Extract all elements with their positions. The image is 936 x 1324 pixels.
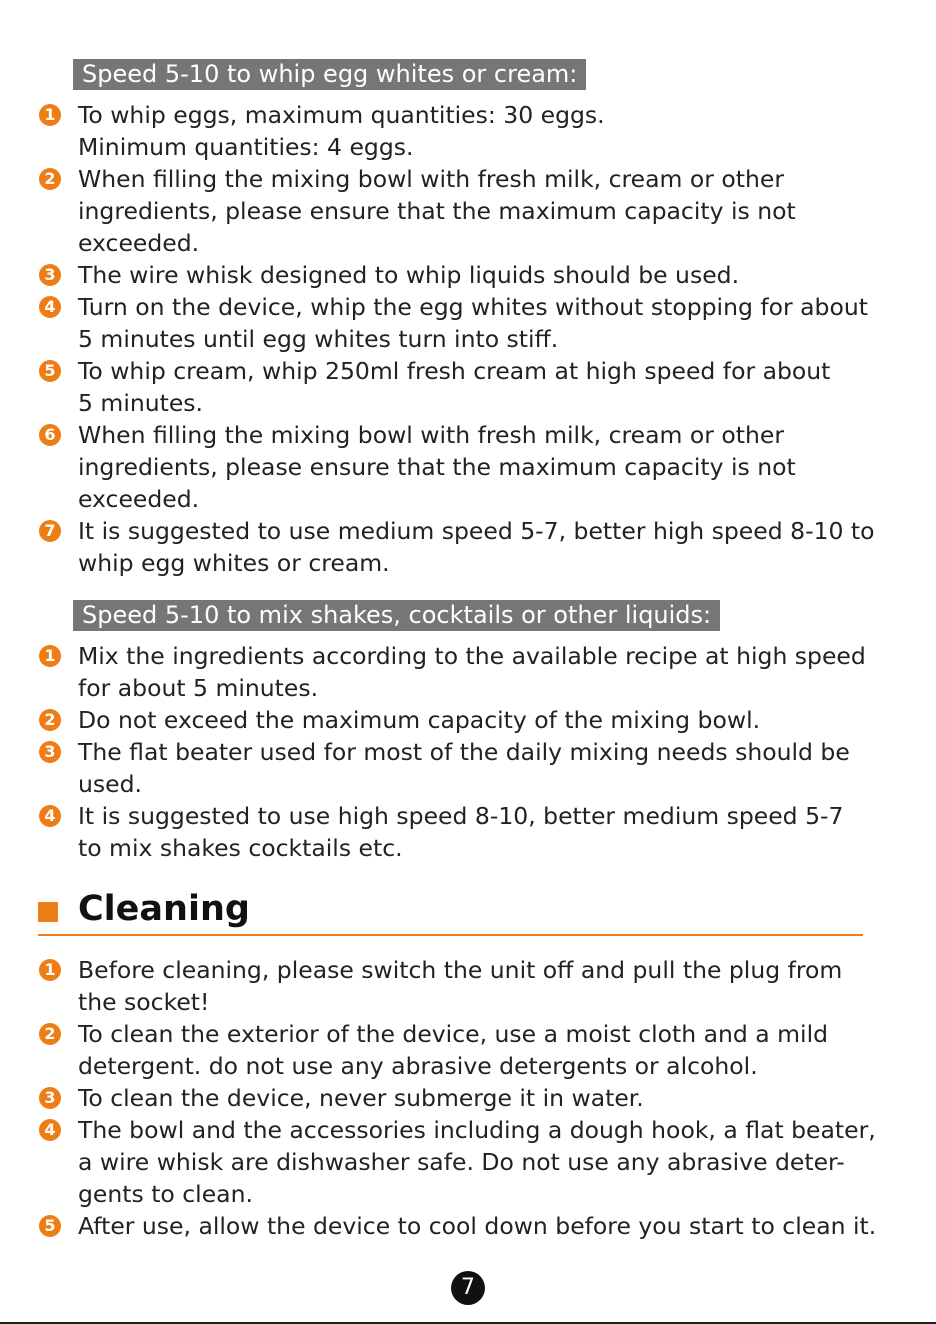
number-badge-icon: 1	[39, 104, 61, 126]
number-badge-icon: 6	[39, 424, 61, 446]
list-item-text: The bowl and the accessories including a dough hook, a flat beater, a wire whisk are dishwasher safe. Do not use any abrasive deter- gents to clean.	[78, 1116, 876, 1208]
list-item-text: To clean the device, never submerge it in water.	[78, 1084, 644, 1112]
square-bullet-icon	[38, 902, 58, 922]
cleaning-section-title	[38, 884, 863, 936]
list-item	[36, 419, 896, 515]
list-item-text: When filling the mixing bowl with fresh milk, cream or other ingredients, please ensure that the maximum capacity is not exceeded.	[78, 165, 796, 257]
page-number: 7	[451, 1271, 485, 1305]
number-badge-icon: 7	[39, 520, 61, 542]
number-badge-icon: 4	[39, 296, 61, 318]
number-badge-icon: 3	[39, 1087, 61, 1109]
list-item	[36, 163, 896, 259]
list-item	[36, 515, 896, 579]
number-badge-icon: 5	[39, 360, 61, 382]
page-title: Cleaning	[78, 889, 250, 929]
list-item-text: It is suggested to use high speed 8-10, better medium speed 5-7 to mix shakes cocktails etc.	[78, 802, 844, 862]
list-item	[36, 1082, 896, 1114]
list-item-text: It is suggested to use medium speed 5-7, better high speed 8-10 to whip egg whites or cream.	[78, 517, 875, 577]
list-item-text: Before cleaning, please switch the unit off and pull the plug from the socket!	[78, 956, 843, 1016]
list-item	[36, 99, 896, 163]
list-item-text: To whip eggs, maximum quantities: 30 eggs. Minimum quantities: 4 eggs.	[78, 101, 605, 161]
cleaning-list	[36, 954, 896, 1242]
number-badge-icon: 4	[39, 805, 61, 827]
list-item-text: To whip cream, whip 250ml fresh cream at high speed for about 5 minutes.	[78, 357, 831, 417]
list-item	[36, 954, 896, 1018]
list-item-text: Do not exceed the maximum capacity of the mixing bowl.	[78, 706, 761, 734]
list-item-text: The flat beater used for most of the daily mixing needs should be used.	[78, 738, 850, 798]
list-item-text: When filling the mixing bowl with fresh milk, cream or other ingredients, please ensure that the maximum capacity is not exceeded.	[78, 421, 796, 513]
list-item	[36, 1210, 896, 1242]
section2-heading: Speed 5-10 to mix shakes, cocktails or other liquids:	[73, 600, 720, 631]
number-badge-icon: 4	[39, 1119, 61, 1141]
section2-list	[36, 640, 896, 864]
list-item	[36, 704, 896, 736]
section1-list	[36, 99, 896, 579]
list-item	[36, 800, 896, 864]
list-item	[36, 736, 896, 800]
number-badge-icon: 2	[39, 709, 61, 731]
list-item	[36, 355, 896, 419]
list-item-text: Mix the ingredients according to the available recipe at high speed for about 5 minutes.	[78, 642, 866, 702]
list-item	[36, 1114, 896, 1210]
list-item	[36, 291, 896, 355]
number-badge-icon: 5	[39, 1215, 61, 1237]
number-badge-icon: 3	[39, 741, 61, 763]
section1-heading: Speed 5-10 to whip egg whites or cream:	[73, 59, 586, 90]
list-item	[36, 259, 896, 291]
number-badge-icon: 2	[39, 168, 61, 190]
number-badge-icon: 3	[39, 264, 61, 286]
number-badge-icon: 2	[39, 1023, 61, 1045]
list-item-text: After use, allow the device to cool down before you start to clean it.	[78, 1212, 877, 1240]
list-item-text: Turn on the device, whip the egg whites without stopping for about 5 minutes until egg whites turn into stiff.	[78, 293, 868, 353]
list-item	[36, 640, 896, 704]
number-badge-icon: 1	[39, 645, 61, 667]
list-item-text: To clean the exterior of the device, use a moist cloth and a mild detergent. do not use any abrasive detergents or alcohol.	[78, 1020, 829, 1080]
number-badge-icon: 1	[39, 959, 61, 981]
list-item-text: The wire whisk designed to whip liquids should be used.	[78, 261, 740, 289]
list-item	[36, 1018, 896, 1082]
